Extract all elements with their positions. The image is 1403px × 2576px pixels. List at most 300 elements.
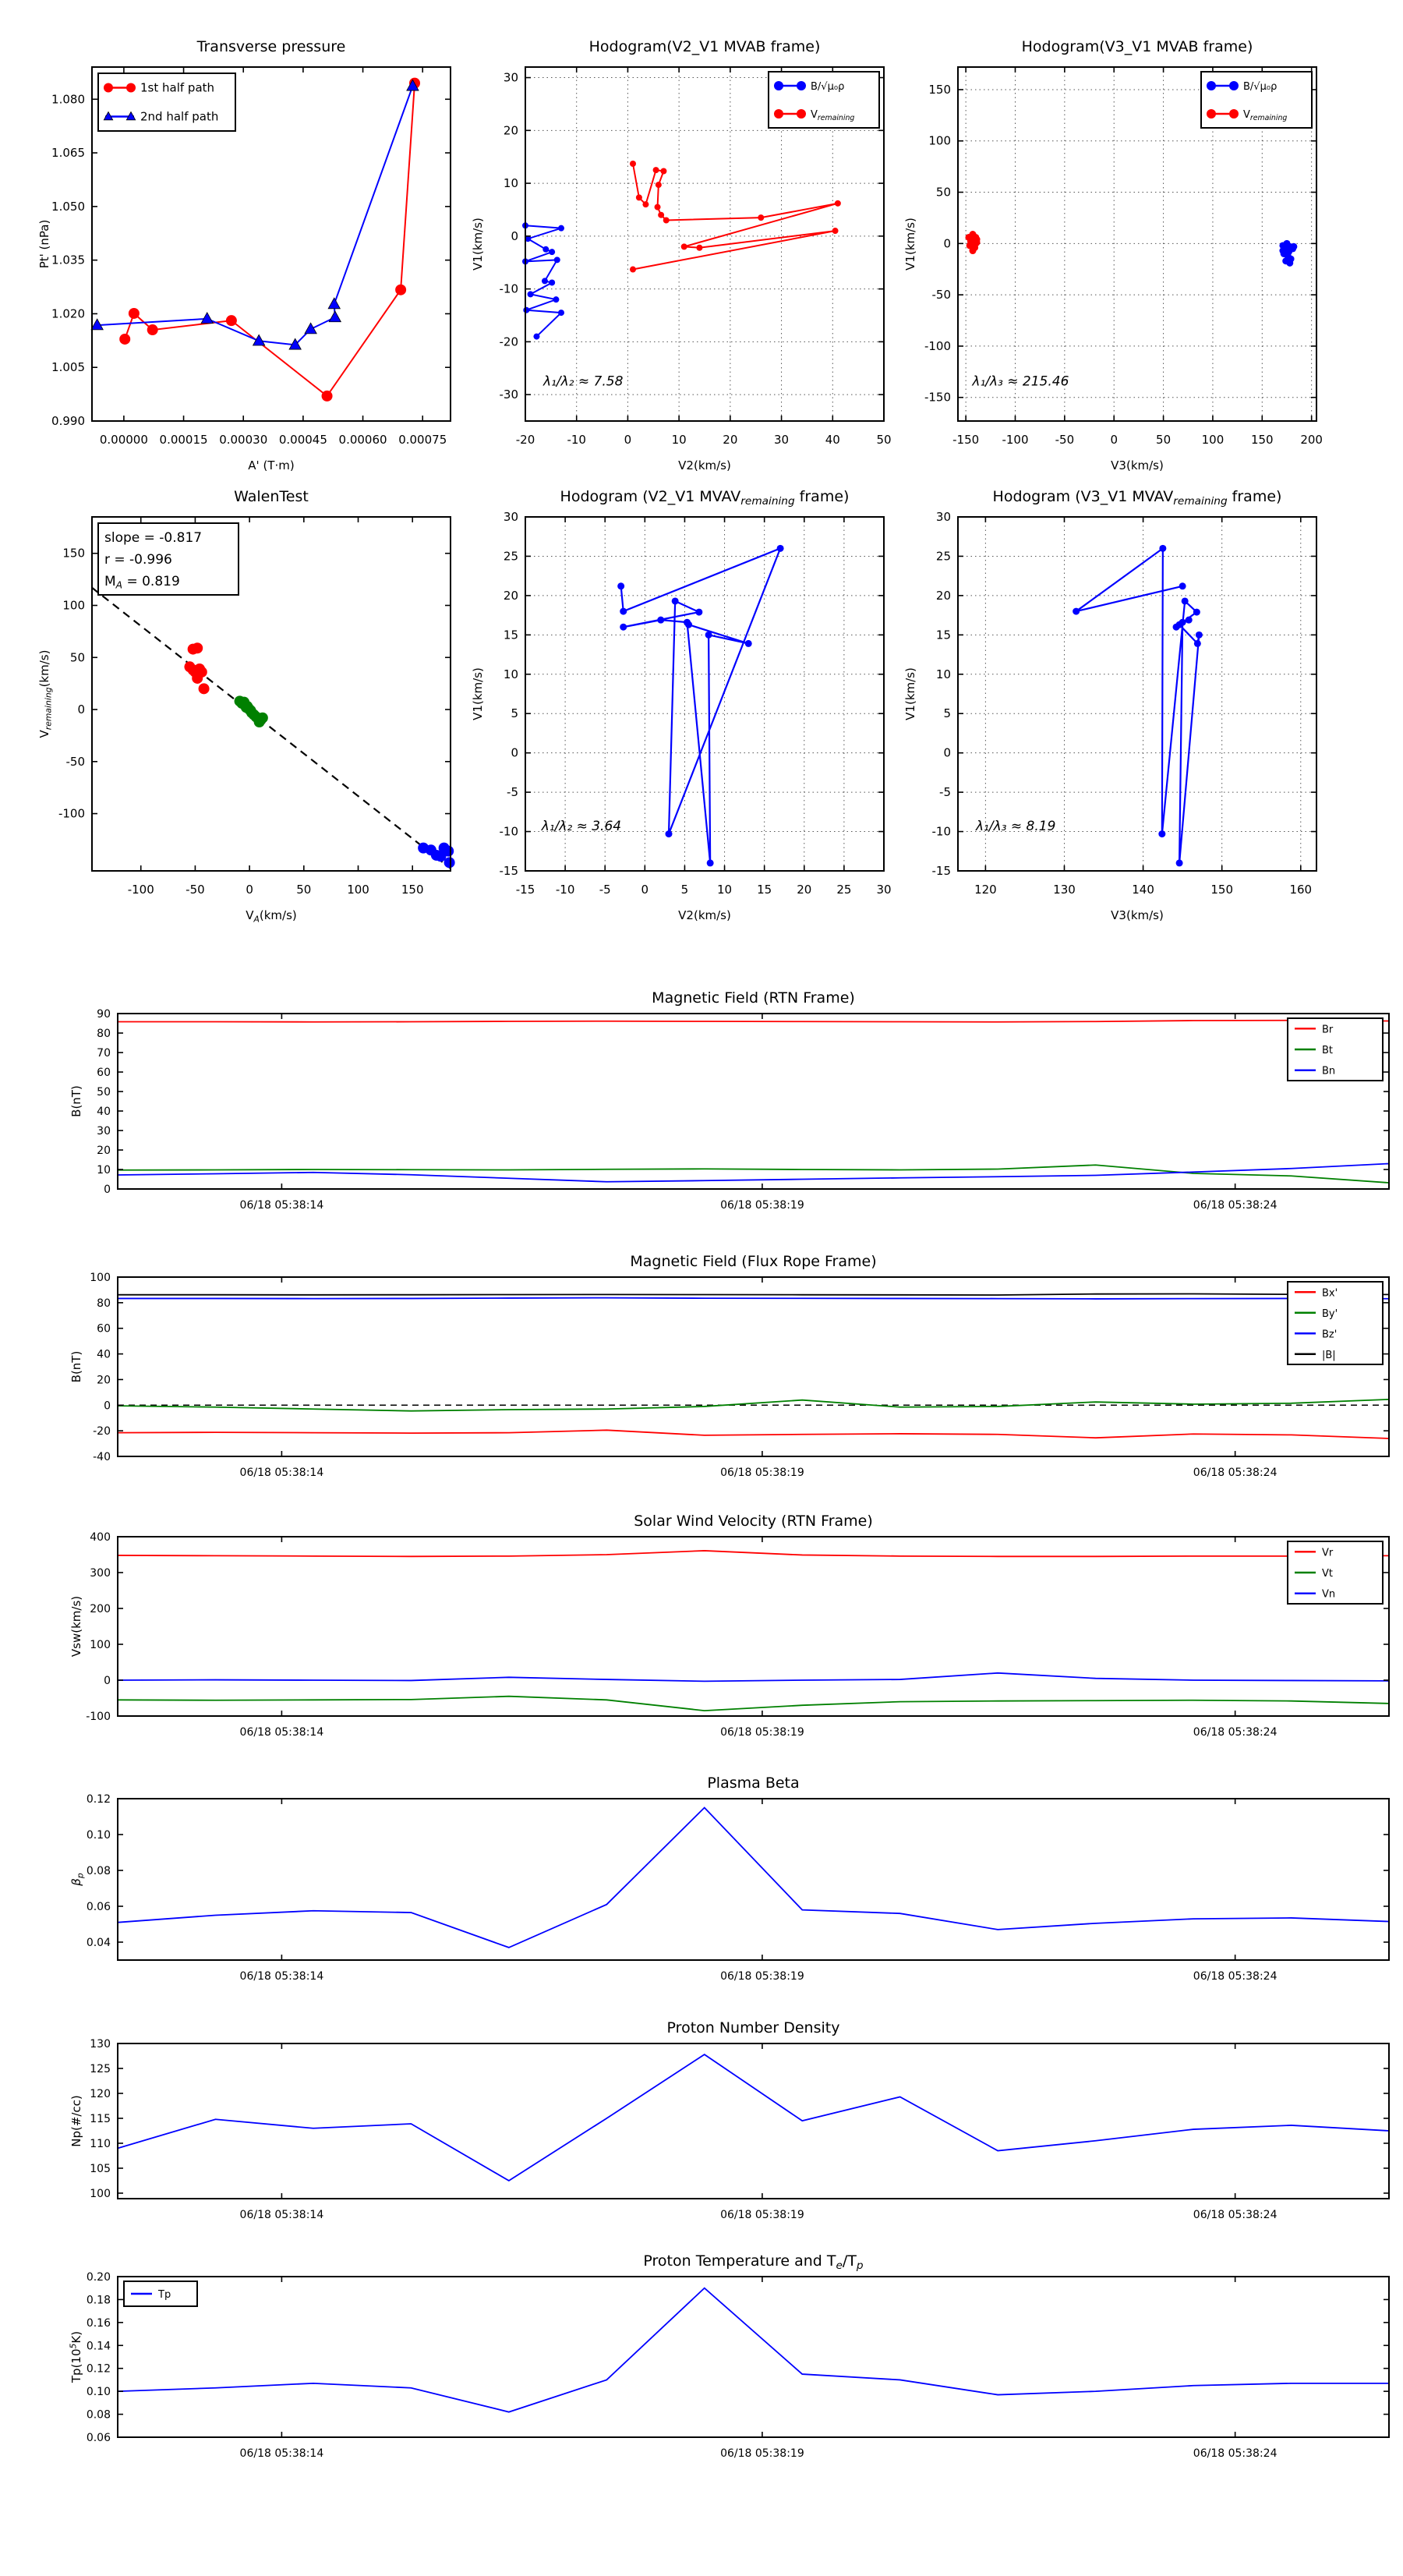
data-point-marker — [1193, 609, 1200, 616]
data-point-marker — [653, 167, 659, 173]
legend-label: Vr — [1322, 1547, 1334, 1559]
y-tick-label: 25 — [935, 549, 951, 564]
panel-proton-temperature — [68, 2252, 1389, 2460]
legend-label: Bn — [1322, 1065, 1336, 1077]
y-tick-label: 80 — [97, 1028, 111, 1040]
y-axis-label: V1(km/s) — [903, 667, 917, 720]
data-point-marker — [395, 285, 406, 295]
series-beta-p — [118, 1808, 1389, 1948]
y-tick-label: 0 — [943, 236, 951, 251]
y-tick-label: 20 — [935, 588, 951, 603]
data-point-marker — [1229, 109, 1239, 119]
data-point-marker — [636, 194, 642, 200]
x-tick-label: 06/18 05:38:19 — [720, 1726, 804, 1739]
panel-title: Proton Temperature and $T_e/T_p$ — [643, 2252, 864, 2273]
axes-frame — [118, 1799, 1389, 1960]
x-tick-label: 130 — [1053, 883, 1076, 897]
data-point-marker — [1182, 597, 1189, 604]
y-tick-label: -100 — [86, 1711, 111, 1723]
legend-label: B/√μ₀ρ — [1243, 81, 1278, 93]
x-tick-label: 0 — [246, 883, 253, 897]
panel-title: Solar Wind Velocity (RTN Frame) — [634, 1513, 873, 1530]
panel-title: Hodogram (V3_V1 $MVAV_{remaining}$ frame) — [992, 488, 1282, 508]
x-tick-label: 06/18 05:38:19 — [720, 1199, 804, 1212]
y-axis-label: V1(km/s) — [471, 218, 485, 271]
series-last-interval — [418, 843, 454, 869]
panel-title: Hodogram(V3_V1 MVAB frame) — [1021, 38, 1253, 55]
x-tick-label: 06/18 05:38:14 — [239, 1467, 324, 1479]
data-point-marker — [554, 257, 560, 263]
panel-title: Hodogram (V2_V1 $MVAV_{remaining}$ frame) — [560, 488, 850, 508]
series-b- — [522, 222, 564, 339]
data-point-marker — [1283, 249, 1290, 257]
series-v-path — [1073, 545, 1203, 867]
lambda-ratio-annotation: λ₁/λ₃ ≈ 8.19 — [976, 818, 1056, 834]
x-tick-label: 06/18 05:38:19 — [720, 1970, 804, 1983]
y-tick-label: -5 — [507, 785, 518, 800]
panel-title: WalenTest — [234, 488, 309, 505]
panel-hodogram-v3v1-mvab — [903, 38, 1323, 472]
legend-label: $V_{remaining}$ — [1243, 109, 1288, 122]
panel-proton-density — [69, 2019, 1389, 2221]
y-tick-label: 0.04 — [86, 1937, 111, 1949]
y-tick-label: -150 — [924, 390, 951, 405]
series-line — [118, 1021, 1389, 1022]
y-axis-label: $\beta_p$ — [69, 1873, 86, 1886]
data-point-marker — [797, 81, 806, 90]
legend-label: Bt — [1322, 1045, 1334, 1056]
x-tick-label: 0.00030 — [219, 433, 268, 447]
y-tick-label: -40 — [93, 1451, 111, 1463]
data-point-marker — [119, 334, 130, 345]
y-tick-label: 0.20 — [86, 2271, 111, 2284]
y-tick-label: 10 — [935, 667, 951, 681]
y-tick-label: 300 — [90, 1567, 111, 1580]
y-tick-label: 100 — [90, 2187, 111, 2200]
series-np — [118, 2054, 1389, 2181]
data-point-marker — [528, 291, 534, 297]
y-tick-label: 10 — [503, 176, 518, 191]
series-bx- — [118, 1430, 1389, 1438]
y-tick-label: -10 — [931, 824, 951, 839]
series-line — [118, 1164, 1389, 1182]
x-tick-label: 10 — [671, 433, 687, 447]
y-tick-label: 50 — [97, 1086, 111, 1099]
x-tick-label: 50 — [876, 433, 892, 447]
x-tick-label: 160 — [1289, 883, 1313, 897]
x-tick-label: 140 — [1132, 883, 1154, 897]
data-point-marker — [199, 683, 210, 694]
legend-label: Vt — [1322, 1568, 1333, 1580]
y-tick-label: 1.065 — [51, 146, 85, 161]
y-tick-label: 150 — [928, 82, 951, 97]
data-point-marker — [620, 624, 627, 631]
x-tick-label: 06/18 05:38:14 — [239, 2209, 324, 2221]
data-point-marker — [1207, 81, 1216, 90]
series-v-remaining- — [630, 161, 841, 273]
y-tick-label: 0.08 — [86, 2408, 111, 2422]
data-point-marker — [1290, 243, 1297, 250]
y-tick-label: 1.050 — [51, 199, 85, 214]
series-first-interval — [184, 642, 209, 694]
data-point-marker — [1176, 859, 1183, 866]
y-tick-label: -50 — [65, 754, 85, 769]
data-point-marker — [558, 310, 564, 316]
y-tick-label: 10 — [97, 1164, 111, 1177]
data-point-marker — [630, 267, 636, 273]
panel-walen-test — [37, 488, 455, 924]
series-line — [118, 1298, 1389, 1299]
x-tick-label: 0 — [624, 433, 632, 447]
series-bz- — [118, 1298, 1389, 1299]
data-point-marker — [658, 212, 664, 218]
data-point-marker — [443, 846, 454, 857]
legend-label: Br — [1322, 1024, 1334, 1036]
y-tick-label: 1.035 — [51, 253, 85, 267]
x-axis-label: V3(km/s) — [1111, 458, 1164, 472]
y-tick-label: 10 — [503, 667, 518, 681]
data-point-marker — [549, 279, 555, 285]
y-tick-label: 0 — [104, 1184, 111, 1196]
series-vt — [118, 1697, 1389, 1711]
y-tick-label: 30 — [935, 510, 951, 524]
y-tick-label: 50 — [69, 650, 85, 665]
series-bn — [118, 1164, 1389, 1182]
x-tick-label: -100 — [127, 883, 154, 897]
y-axis-label: Pt' (nPa) — [37, 219, 51, 269]
data-point-marker — [1194, 640, 1201, 647]
data-point-marker — [305, 323, 316, 334]
y-axis-label: $Tp(10^5K)$ — [68, 2330, 83, 2383]
data-point-marker — [758, 214, 764, 221]
data-point-marker — [1158, 830, 1165, 837]
data-point-marker — [777, 545, 784, 552]
data-point-marker — [657, 617, 664, 624]
x-tick-label: 06/18 05:38:14 — [239, 1726, 324, 1739]
x-tick-label: 150 — [1210, 883, 1234, 897]
y-axis-label: B(nT) — [69, 1085, 83, 1117]
y-tick-label: 1.080 — [51, 92, 85, 107]
y-axis-label: Vsw(km/s) — [69, 1595, 83, 1658]
panel-transverse-pressure — [37, 38, 451, 472]
y-axis-label: B(nT) — [69, 1350, 83, 1383]
panel-b-fluxrope — [69, 1253, 1389, 1479]
data-point-marker — [705, 632, 712, 639]
data-point-marker — [542, 278, 548, 284]
axes-frame — [118, 2043, 1389, 2199]
data-point-marker — [553, 296, 559, 303]
data-point-marker — [549, 249, 555, 255]
y-tick-label: 25 — [503, 549, 518, 564]
x-tick-label: 5 — [680, 883, 689, 897]
axes-frame — [118, 1277, 1389, 1456]
panel-title: Proton Number Density — [666, 2019, 840, 2036]
x-axis-label: $V_A(km/s)$ — [246, 908, 297, 925]
y-tick-label: 0.12 — [86, 2362, 111, 2376]
data-point-marker — [253, 334, 265, 345]
y-tick-label: 1.005 — [51, 360, 85, 375]
data-point-marker — [1286, 260, 1293, 267]
data-point-marker — [774, 109, 783, 119]
y-tick-label: 40 — [97, 1106, 111, 1118]
x-axis-label: V2(km/s) — [678, 458, 731, 472]
x-tick-label: 0.00075 — [398, 433, 447, 447]
y-tick-label: 115 — [90, 2112, 111, 2125]
panel-b-rtn — [69, 989, 1389, 1212]
x-tick-label: 120 — [974, 883, 997, 897]
x-tick-label: 06/18 05:38:24 — [1193, 1970, 1278, 1983]
y-tick-label: 20 — [503, 588, 518, 603]
lambda-ratio-annotation: λ₁/λ₂ ≈ 7.58 — [543, 373, 624, 390]
y-tick-label: 0.10 — [86, 2386, 111, 2399]
data-point-marker — [1159, 545, 1166, 552]
y-tick-label: 30 — [97, 1125, 111, 1138]
x-tick-label: 06/18 05:38:14 — [239, 1970, 324, 1983]
y-tick-label: 100 — [90, 1639, 111, 1651]
y-tick-label: 0.990 — [51, 414, 85, 428]
x-tick-label: 06/18 05:38:19 — [720, 1467, 804, 1479]
y-axis-label: $V_{remaining}(km/s)$ — [37, 649, 54, 738]
data-point-marker — [192, 642, 203, 653]
x-tick-label: -20 — [515, 433, 535, 447]
x-tick-label: 0 — [1110, 433, 1118, 447]
y-tick-label: 0.12 — [86, 1793, 111, 1806]
y-tick-label: -30 — [499, 387, 518, 402]
data-point-marker — [523, 307, 529, 313]
x-tick-label: -50 — [186, 883, 205, 897]
panel-vsw-rtn — [69, 1513, 1389, 1739]
data-point-marker — [835, 200, 841, 207]
y-tick-label: 60 — [97, 1067, 111, 1079]
series-vr — [118, 1551, 1389, 1556]
data-point-marker — [201, 313, 213, 324]
y-axis-label: Np(#/cc) — [69, 2095, 83, 2147]
series-br — [118, 1021, 1389, 1022]
y-tick-label: 90 — [97, 1008, 111, 1021]
data-point-marker — [797, 109, 806, 119]
legend-label: Vn — [1322, 1588, 1336, 1601]
x-tick-label: -100 — [1002, 433, 1029, 447]
y-tick-label: 80 — [97, 1297, 111, 1310]
data-point-marker — [192, 673, 203, 684]
data-point-marker — [685, 621, 692, 628]
legend-label: Bx' — [1322, 1287, 1338, 1300]
y-tick-label: 0 — [104, 1399, 111, 1413]
x-axis-label: V3(km/s) — [1111, 908, 1164, 922]
y-tick-label: -20 — [499, 334, 518, 349]
y-tick-label: 0.10 — [86, 1829, 111, 1842]
y-tick-label: 0 — [77, 702, 85, 717]
x-tick-label: 50 — [296, 883, 312, 897]
data-point-marker — [681, 243, 687, 249]
series--b- — [118, 1294, 1389, 1295]
lambda-ratio-annotation: λ₁/λ₃ ≈ 215.46 — [972, 373, 1069, 390]
data-point-marker — [974, 239, 981, 246]
x-tick-label: 30 — [774, 433, 790, 447]
x-axis-label: A' (T·m) — [248, 458, 295, 472]
x-tick-label: 150 — [1250, 433, 1274, 447]
y-tick-label: 0 — [511, 745, 518, 760]
x-tick-label: 06/18 05:38:24 — [1193, 2209, 1278, 2221]
x-tick-label: -50 — [1055, 433, 1075, 447]
stats-line: $M_A = 0.819$ — [104, 574, 180, 591]
y-tick-label: 40 — [97, 1348, 111, 1361]
data-point-marker — [254, 717, 265, 727]
y-tick-label: -20 — [93, 1425, 111, 1438]
data-point-marker — [533, 334, 539, 340]
x-tick-label: 06/18 05:38:19 — [720, 2447, 804, 2460]
y-tick-label: 15 — [935, 628, 951, 642]
x-tick-label: 20 — [723, 433, 738, 447]
y-tick-label: -15 — [931, 864, 951, 878]
y-tick-label: -10 — [499, 824, 518, 839]
series-line — [118, 1294, 1389, 1295]
data-point-marker — [129, 308, 140, 319]
panel-hodogram-v3v1-mvav — [903, 488, 1316, 922]
data-point-marker — [642, 201, 648, 207]
series-line — [118, 1673, 1389, 1682]
x-tick-label: 15 — [757, 883, 772, 897]
x-tick-label: 0.00045 — [278, 433, 327, 447]
legend-label: Tp — [158, 2289, 171, 2301]
data-point-marker — [328, 298, 340, 309]
y-tick-label: -50 — [931, 288, 951, 303]
lambda-ratio-annotation: λ₁/λ₂ ≈ 3.64 — [541, 818, 622, 834]
y-tick-label: 400 — [90, 1531, 111, 1544]
data-point-marker — [617, 582, 624, 589]
y-tick-label: 110 — [90, 2137, 111, 2150]
y-tick-label: 15 — [503, 628, 518, 642]
y-tick-label: 0 — [943, 745, 951, 760]
data-point-marker — [655, 204, 661, 211]
legend-label: |B| — [1322, 1349, 1336, 1361]
data-point-marker — [1207, 109, 1216, 119]
data-point-marker — [104, 83, 113, 93]
series-line — [92, 588, 451, 869]
y-tick-label: 0.18 — [86, 2294, 111, 2307]
data-point-marker — [656, 182, 662, 188]
data-point-marker — [126, 83, 136, 93]
data-point-marker — [970, 233, 977, 240]
panel-hodogram-v2v1-mvab — [471, 38, 892, 472]
x-tick-label: 06/18 05:38:24 — [1193, 1467, 1278, 1479]
panel-title: Transverse pressure — [196, 38, 346, 55]
x-tick-label: 06/18 05:38:24 — [1193, 1199, 1278, 1212]
x-tick-label: 200 — [1300, 433, 1323, 447]
legend-label: 1st half path — [140, 80, 215, 95]
x-tick-label: 40 — [825, 433, 840, 447]
y-tick-label: 30 — [503, 70, 518, 85]
y-tick-label: 0.14 — [86, 2340, 111, 2353]
series-line — [118, 2288, 1389, 2412]
x-axis-label: V2(km/s) — [678, 908, 731, 922]
data-point-marker — [322, 391, 333, 402]
x-tick-label: 06/18 05:38:19 — [720, 2209, 804, 2221]
panel-plasma-beta — [69, 1775, 1389, 1983]
stats-line: slope = -0.817 — [104, 530, 203, 546]
y-tick-label: 20 — [97, 1374, 111, 1387]
y-tick-label: 100 — [62, 598, 85, 613]
data-point-marker — [660, 168, 666, 174]
data-point-marker — [620, 608, 627, 615]
data-point-marker — [147, 324, 158, 335]
data-point-marker — [663, 218, 670, 224]
data-point-marker — [745, 640, 752, 647]
x-tick-label: 06/18 05:38:14 — [239, 2447, 324, 2460]
data-point-marker — [1196, 632, 1203, 639]
y-tick-label: 0 — [104, 1675, 111, 1687]
data-point-marker — [774, 81, 783, 90]
data-point-marker — [832, 228, 839, 234]
axes-frame — [118, 1014, 1389, 1189]
legend-label: Bz' — [1322, 1329, 1338, 1341]
data-point-marker — [707, 859, 714, 866]
y-tick-label: 60 — [97, 1322, 111, 1336]
x-tick-label: 0.00000 — [99, 433, 148, 447]
panel-title: Magnetic Field (RTN Frame) — [652, 989, 855, 1007]
stats-line: r = -0.996 — [104, 552, 172, 568]
data-point-marker — [444, 857, 455, 868]
x-tick-label: 100 — [347, 883, 369, 897]
x-tick-label: 0.00015 — [159, 433, 208, 447]
y-tick-label: 0.06 — [86, 1901, 111, 1913]
y-tick-label: 100 — [928, 133, 951, 148]
data-point-marker — [1073, 608, 1080, 615]
y-tick-label: 50 — [935, 185, 951, 200]
y-tick-label: 0.08 — [86, 1865, 111, 1877]
series-vn — [118, 1673, 1389, 1682]
data-point-marker — [666, 830, 673, 837]
data-point-marker — [630, 161, 636, 167]
x-tick-label: 10 — [717, 883, 733, 897]
data-point-marker — [1179, 582, 1186, 589]
y-tick-label: 0.06 — [86, 2432, 111, 2444]
x-tick-label: 06/18 05:38:24 — [1193, 2447, 1278, 2460]
panel-hodogram-v2v1-mvav — [471, 488, 892, 922]
y-tick-label: 200 — [90, 1603, 111, 1615]
y-tick-label: 120 — [90, 2087, 111, 2100]
y-tick-label: -100 — [58, 806, 85, 821]
data-point-marker — [542, 246, 549, 253]
x-tick-label: 06/18 05:38:14 — [239, 1199, 324, 1212]
y-tick-label: 150 — [62, 546, 85, 561]
series-line — [118, 1430, 1389, 1438]
x-tick-label: 30 — [876, 883, 892, 897]
x-tick-label: 20 — [797, 883, 812, 897]
y-tick-label: 30 — [503, 510, 518, 524]
series-b- — [1279, 240, 1297, 267]
series-line — [1076, 548, 1200, 863]
y-tick-label: 20 — [503, 123, 518, 138]
x-tick-label: -150 — [952, 433, 980, 447]
y-tick-label: 130 — [90, 2038, 111, 2051]
series-v-remaining- — [965, 231, 980, 254]
series-line — [118, 2054, 1389, 2181]
data-point-marker — [1229, 81, 1239, 90]
x-tick-label: 0.00060 — [338, 433, 387, 447]
y-tick-label: 5 — [511, 706, 518, 721]
y-tick-label: 105 — [90, 2162, 111, 2175]
panel-title: Hodogram(V2_V1 MVAB frame) — [588, 38, 821, 55]
data-point-marker — [696, 245, 702, 251]
legend-label: B/√μ₀ρ — [811, 81, 845, 93]
y-axis-label: V1(km/s) — [471, 667, 485, 720]
data-point-marker — [1186, 617, 1193, 624]
data-point-marker — [226, 315, 237, 326]
series-v-path — [617, 545, 783, 867]
y-tick-label: 20 — [97, 1145, 111, 1157]
series-line — [118, 1808, 1389, 1948]
